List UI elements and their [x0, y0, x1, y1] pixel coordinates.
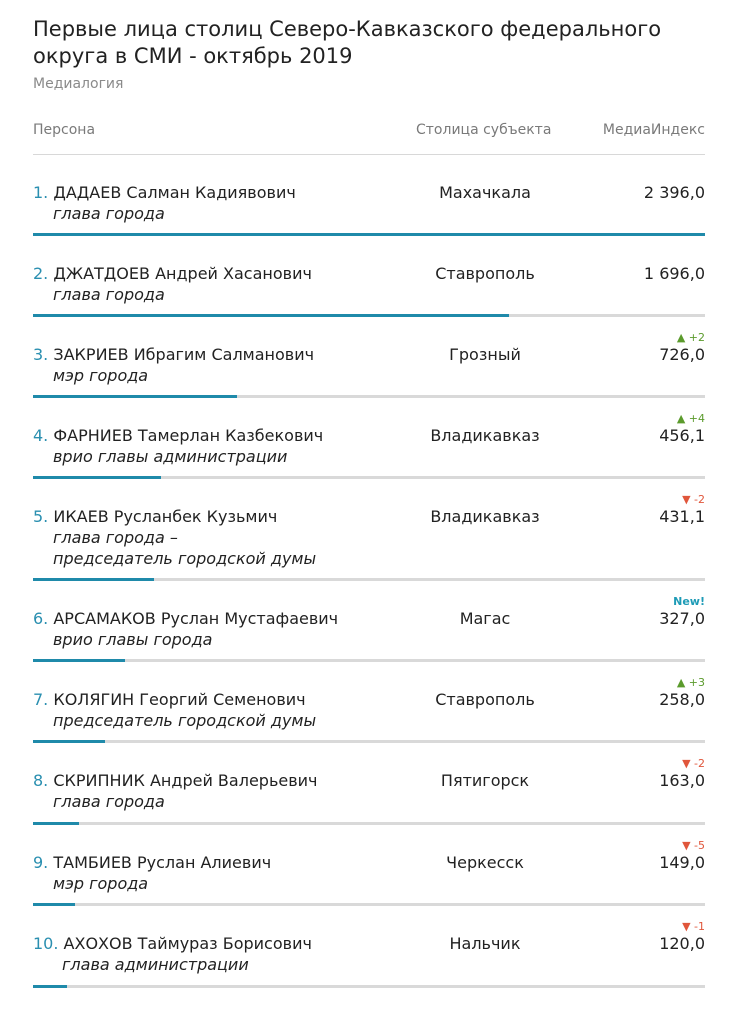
capital-city: Нальчик	[449, 934, 521, 953]
table-row	[33, 398, 705, 479]
person-role: председатель городской думы	[53, 549, 317, 568]
rank-number: 5.	[33, 507, 49, 526]
person-name	[33, 344, 314, 365]
person-full-name: СКРИПНИК Андрей Валерьевич	[48, 771, 318, 790]
capital-city: Черкесск	[446, 853, 524, 872]
media-index-value: 2 396,0	[643, 183, 705, 202]
person-role: глава города –	[53, 528, 178, 547]
person-role: врио главы города	[53, 630, 213, 649]
progress-bar	[33, 985, 67, 988]
capital-city: Магас	[459, 609, 511, 628]
column-header-person: Персона	[33, 122, 96, 138]
table-row	[33, 743, 705, 825]
media-index-value: 163,0	[659, 771, 705, 790]
rank-change-badge: ▼ -5	[682, 839, 705, 852]
person-name	[33, 425, 323, 446]
media-index-value: 327,0	[659, 609, 705, 628]
person-name	[33, 263, 312, 284]
ranking-list	[33, 155, 705, 988]
capital-city: Ставрополь	[435, 690, 535, 709]
person-full-name: АРСАМАКОВ Руслан Мустафаевич	[48, 609, 339, 628]
person-role: мэр города	[53, 874, 149, 893]
capital-city: Владикавказ	[430, 426, 540, 445]
rank-change-badge: ▲ +2	[676, 331, 705, 344]
person-role: мэр города	[53, 366, 149, 385]
media-index-value: 149,0	[659, 853, 705, 872]
capital-city: Махачкала	[439, 183, 531, 202]
rank-change-badge: ▼ -2	[682, 493, 705, 506]
media-index-value: 1 696,0	[643, 264, 705, 283]
table-row	[33, 317, 705, 398]
person-name	[33, 689, 306, 710]
rank-number: 2.	[33, 264, 49, 283]
rank-change-badge: ▼ -2	[682, 757, 705, 770]
rank-number: 4.	[33, 426, 49, 445]
person-full-name: КОЛЯГИН Георгий Семенович	[48, 690, 306, 709]
rank-change-badge: ▼ -1	[682, 920, 705, 933]
source-label: Медиалогия	[33, 76, 124, 92]
person-full-name: ДАДАЕВ Салман Кадиявович	[48, 183, 296, 202]
rank-change-badge: ▲ +4	[676, 412, 705, 425]
rank-number: 8.	[33, 771, 49, 790]
person-full-name: ФАРНИЕВ Тамерлан Казбекович	[48, 426, 324, 445]
capital-city: Владикавказ	[430, 507, 540, 526]
table-row	[33, 479, 705, 581]
capital-city: Грозный	[449, 345, 521, 364]
person-name	[33, 182, 296, 203]
media-index-value: 456,1	[659, 426, 705, 445]
person-name	[33, 852, 271, 873]
media-index-value: 258,0	[659, 690, 705, 709]
table-row	[33, 236, 705, 317]
person-role: глава города	[53, 792, 165, 811]
person-full-name: ЗАКРИЕВ Ибрагим Салманович	[48, 345, 315, 364]
column-header-capital: Столица субъекта	[416, 122, 552, 138]
capital-city: Пятигорск	[440, 771, 530, 790]
rank-number: 6.	[33, 609, 49, 628]
table-row	[33, 662, 705, 743]
rank-change-badge: New!	[673, 595, 705, 608]
person-full-name: ТАМБИЕВ Руслан Алиевич	[48, 853, 272, 872]
rank-number: 10.	[33, 934, 59, 953]
media-index-value: 431,1	[659, 507, 705, 526]
progress-track	[33, 985, 705, 988]
table-row	[33, 825, 705, 906]
page-title: Первые лица столиц Северо-Кавказского федерального округа в СМИ - октябрь 2019	[33, 17, 662, 68]
person-full-name: АХОХОВ Таймураз Борисович	[58, 934, 312, 953]
rank-number: 7.	[33, 690, 49, 709]
person-name	[33, 770, 318, 791]
capital-city: Ставрополь	[435, 264, 535, 283]
person-name	[33, 933, 312, 954]
media-index-value: 726,0	[659, 345, 705, 364]
table-row	[33, 906, 705, 988]
person-role: председатель городской думы	[53, 711, 317, 730]
table-row	[33, 155, 705, 236]
person-role: глава города	[53, 285, 165, 304]
person-role: глава города	[53, 204, 165, 223]
rank-number: 1.	[33, 183, 49, 202]
person-name	[33, 506, 277, 527]
rank-number: 9.	[33, 853, 49, 872]
table-row	[33, 581, 705, 662]
person-role: глава администрации	[62, 955, 249, 974]
person-full-name: ДЖАТДОЕВ Андрей Хасанович	[48, 264, 312, 283]
column-header-index: МедиаИндекс	[602, 122, 705, 138]
person-role: врио главы администрации	[53, 447, 288, 466]
media-index-value: 120,0	[659, 934, 705, 953]
rank-number: 3.	[33, 345, 49, 364]
person-name	[33, 608, 338, 629]
rank-change-badge: ▲ +3	[676, 676, 705, 689]
person-full-name: ИКАЕВ Русланбек Кузьмич	[48, 507, 278, 526]
